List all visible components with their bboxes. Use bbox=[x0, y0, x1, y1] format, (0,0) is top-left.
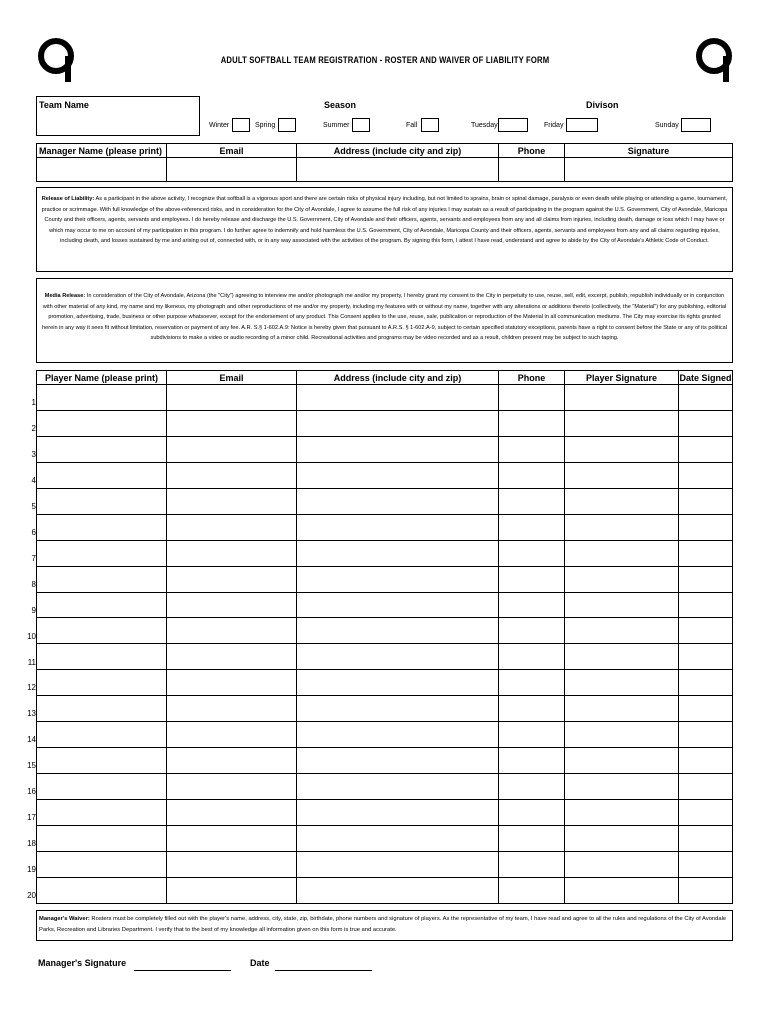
team-name-field[interactable] bbox=[36, 96, 200, 136]
player-phone-cell[interactable] bbox=[499, 410, 565, 436]
release-body: As a participant in the above activity, I recognize that softball is a vigorous sport and there are certain risks of physical injury including, but not limited to sprains, brain or spinal damage, paralysis or even death while playing or attending a game, tournament, practice or scrimmage. With full knowledge of the above-referenced risks, and in consideration for the City of Avondale, I agree to assume the full risk of any injuries I may sustain as a result of participating in the program against the U.S. Government, City of Avondale, Maricopa County and their officers, agents, servants and employees. I do hereby release and discharge the U.S. Government, City of Avondale and their officers, agents, servants and employees from any and all claims from injuries, including death, damage or loss which I may have or which may occur to me on account of my participation in this program. I do further agree to indemnify and hold harmless the U.S. Government, City of Avondale, Maricopa County and their officers, agents, servants and employees from any and all claims regarding injuries, including death, and losses sustained by me and arising out of, connected with, or in any way associated with the activities of the program. By signing this form, I attest I have read, understand and agree to abide by the City of Avondale's Athletic Code of Conduct. bbox=[41, 196, 728, 244]
date-signed-cell[interactable] bbox=[679, 436, 733, 462]
roster-row bbox=[37, 514, 733, 540]
player-signature-cell[interactable] bbox=[565, 696, 679, 722]
date-signed-cell[interactable] bbox=[679, 462, 733, 488]
player-phone-cell[interactable] bbox=[499, 696, 565, 722]
managers-waiver-text bbox=[39, 914, 729, 936]
row-number: 17 bbox=[27, 813, 36, 823]
row-number: 14 bbox=[27, 735, 36, 745]
roster-row bbox=[37, 851, 733, 877]
player-address-cell[interactable] bbox=[297, 385, 499, 411]
player-signature-cell[interactable] bbox=[565, 592, 679, 618]
player-address-cell[interactable] bbox=[297, 566, 499, 592]
player-signature-cell[interactable] bbox=[565, 488, 679, 514]
media-release-text bbox=[37, 291, 732, 344]
managers-signature-line[interactable] bbox=[134, 970, 231, 971]
player-name-cell[interactable] bbox=[37, 410, 167, 436]
player-name-cell[interactable] bbox=[37, 877, 167, 903]
roster-row bbox=[37, 722, 733, 748]
player-signature-cell[interactable] bbox=[565, 851, 679, 877]
player-address-cell[interactable] bbox=[297, 825, 499, 851]
manager-info-table bbox=[36, 143, 733, 182]
player-phone-cell[interactable] bbox=[499, 592, 565, 618]
player-address-cell[interactable] bbox=[297, 800, 499, 826]
date-signed-cell[interactable] bbox=[679, 410, 733, 436]
player-email-cell[interactable] bbox=[167, 540, 297, 566]
roster-row bbox=[37, 385, 733, 411]
player-phone-header: Phone bbox=[499, 371, 565, 385]
day-friday-checkbox[interactable] bbox=[566, 118, 598, 132]
player-address-cell[interactable] bbox=[297, 488, 499, 514]
player-email-cell[interactable] bbox=[167, 774, 297, 800]
row-number: 1 bbox=[31, 398, 36, 407]
player-phone-cell[interactable] bbox=[499, 436, 565, 462]
player-name-cell[interactable] bbox=[37, 385, 167, 411]
managers-signature-label: Manager's Signature bbox=[38, 958, 127, 968]
roster-table bbox=[36, 370, 733, 904]
player-email-cell[interactable] bbox=[167, 385, 297, 411]
roster-row bbox=[37, 644, 733, 670]
row-number: 18 bbox=[27, 839, 36, 849]
player-phone-cell[interactable] bbox=[499, 514, 565, 540]
player-email-cell[interactable] bbox=[167, 592, 297, 618]
player-name-cell[interactable] bbox=[37, 488, 167, 514]
player-phone-cell[interactable] bbox=[499, 800, 565, 826]
waiver-heading: Manager's Waiver: bbox=[39, 916, 90, 922]
season-winter-checkbox[interactable] bbox=[232, 118, 250, 132]
player-signature-cell[interactable] bbox=[565, 514, 679, 540]
player-signature-cell[interactable] bbox=[565, 748, 679, 774]
player-phone-cell[interactable] bbox=[499, 566, 565, 592]
date-signed-cell[interactable] bbox=[679, 800, 733, 826]
roster-row bbox=[37, 592, 733, 618]
date-line[interactable] bbox=[275, 970, 372, 971]
day-sunday-label: Sunday bbox=[655, 122, 679, 129]
player-email-cell[interactable] bbox=[167, 462, 297, 488]
player-address-cell[interactable] bbox=[297, 592, 499, 618]
media-heading: Media Release: bbox=[44, 293, 86, 299]
season-summer-checkbox[interactable] bbox=[352, 118, 370, 132]
form-title: ADULT SOFTBALL TEAM REGISTRATION - ROSTER AND WAIVER OF LIABILITY FORM bbox=[220, 55, 550, 65]
roster-row bbox=[37, 670, 733, 696]
release-of-liability-box bbox=[36, 187, 733, 272]
player-address-cell[interactable] bbox=[297, 748, 499, 774]
player-signature-cell[interactable] bbox=[565, 800, 679, 826]
roster-row bbox=[37, 618, 733, 644]
season-spring-label: Spring bbox=[255, 122, 276, 129]
season-fall-label: Fall bbox=[406, 122, 418, 129]
roster-row bbox=[37, 800, 733, 826]
date-signed-cell[interactable] bbox=[679, 385, 733, 411]
player-address-cell[interactable] bbox=[297, 851, 499, 877]
row-number: 11 bbox=[27, 657, 36, 667]
row-number: 16 bbox=[27, 787, 36, 797]
date-signed-cell[interactable] bbox=[679, 748, 733, 774]
player-address-cell[interactable] bbox=[297, 877, 499, 903]
team-name-label: Team Name bbox=[39, 100, 89, 110]
roster-row bbox=[37, 774, 733, 800]
player-name-cell[interactable] bbox=[37, 436, 167, 462]
row-number: 8 bbox=[31, 579, 36, 589]
player-signature-cell[interactable] bbox=[565, 670, 679, 696]
date-signed-cell[interactable] bbox=[679, 825, 733, 851]
player-phone-cell[interactable] bbox=[499, 618, 565, 644]
manager-name-cell[interactable] bbox=[37, 158, 167, 182]
player-email-cell[interactable] bbox=[167, 644, 297, 670]
player-phone-cell[interactable] bbox=[499, 462, 565, 488]
row-number: 3 bbox=[31, 449, 36, 459]
player-address-cell[interactable] bbox=[297, 774, 499, 800]
manager-address-header: Address (include city and zip) bbox=[297, 144, 499, 158]
player-signature-cell[interactable] bbox=[565, 825, 679, 851]
date-signed-cell[interactable] bbox=[679, 488, 733, 514]
player-address-cell[interactable] bbox=[297, 722, 499, 748]
player-name-cell[interactable] bbox=[37, 644, 167, 670]
date-signed-cell[interactable] bbox=[679, 540, 733, 566]
season-spring-checkbox[interactable] bbox=[278, 118, 296, 132]
player-address-cell[interactable] bbox=[297, 540, 499, 566]
player-phone-cell[interactable] bbox=[499, 877, 565, 903]
media-body: In consideration of the City of Avondale, Arizona (the "City") agreeing to interview me and/or photograph me and/or my property, I hereby grant my consent to the City in perpetuity to use, reuse, sell, edit, excerpt, publish, republish individually or in conjunction with other material of any kind, my name and my likeness, my photograph and other reproductions of me and/or my property, including my features with or without my name, together with any alterations or additions thereto (collectively, the "Material") for any publishing, editorial promotion, advertising, trade, business or other purpose whatsoever, except for the endorsement of any product. This Consent applies to the use, reuse, sale, publication or reproduction of the Material in all communication mediums. The City may exercise its rights granted herein in any way it sees fit without limitation, reservation or payment of any fee. A.R. S.§ 1-602.A.9: Notice is hereby given that pursuant to A.R.S. § 1-602.A-9, subject to certain specified statutory exceptions, parents have a right to consent before the State or any of its political subdivisions to make a video or audio recording of a minor child. Recreational activities and programs may be video recorded and as a result, children present may be subject to such taping. bbox=[42, 293, 727, 341]
player-signature-cell[interactable] bbox=[565, 644, 679, 670]
player-name-cell[interactable] bbox=[37, 825, 167, 851]
row-number: 5 bbox=[31, 501, 36, 511]
player-name-cell[interactable] bbox=[37, 670, 167, 696]
player-name-cell[interactable] bbox=[37, 592, 167, 618]
player-address-cell[interactable] bbox=[297, 696, 499, 722]
player-name-cell[interactable] bbox=[37, 774, 167, 800]
player-address-cell[interactable] bbox=[297, 436, 499, 462]
day-sunday-checkbox[interactable] bbox=[681, 118, 711, 132]
player-signature-cell[interactable] bbox=[565, 618, 679, 644]
player-signature-cell[interactable] bbox=[565, 540, 679, 566]
player-email-cell[interactable] bbox=[167, 851, 297, 877]
season-summer-label: Summer bbox=[323, 122, 350, 129]
row-number: 12 bbox=[27, 683, 36, 693]
player-email-cell[interactable] bbox=[167, 696, 297, 722]
player-phone-cell[interactable] bbox=[499, 851, 565, 877]
roster-row bbox=[37, 410, 733, 436]
season-label: Season bbox=[324, 100, 357, 110]
player-phone-cell[interactable] bbox=[499, 670, 565, 696]
player-signature-cell[interactable] bbox=[565, 774, 679, 800]
date-signed-cell[interactable] bbox=[679, 696, 733, 722]
day-tuesday-checkbox[interactable] bbox=[498, 118, 528, 132]
player-address-cell[interactable] bbox=[297, 670, 499, 696]
date-signed-cell[interactable] bbox=[679, 877, 733, 903]
player-name-cell[interactable] bbox=[37, 696, 167, 722]
player-name-cell[interactable] bbox=[37, 514, 167, 540]
player-name-cell[interactable] bbox=[37, 540, 167, 566]
player-email-cell[interactable] bbox=[167, 514, 297, 540]
date-signed-cell[interactable] bbox=[679, 592, 733, 618]
player-address-cell[interactable] bbox=[297, 462, 499, 488]
player-email-cell[interactable] bbox=[167, 748, 297, 774]
player-name-cell[interactable] bbox=[37, 722, 167, 748]
player-signature-header: Player Signature bbox=[565, 371, 679, 385]
date-signed-cell[interactable] bbox=[679, 774, 733, 800]
date-signed-header: Date Signed bbox=[679, 372, 732, 383]
row-number: 13 bbox=[27, 709, 36, 719]
date-signed-cell[interactable] bbox=[679, 670, 733, 696]
release-heading: Release of Liability: bbox=[41, 196, 95, 202]
player-email-cell[interactable] bbox=[167, 410, 297, 436]
player-signature-cell[interactable] bbox=[565, 436, 679, 462]
date-signed-cell[interactable] bbox=[679, 722, 733, 748]
player-address-cell[interactable] bbox=[297, 644, 499, 670]
player-name-cell[interactable] bbox=[37, 851, 167, 877]
player-name-cell[interactable] bbox=[37, 566, 167, 592]
manager-email-cell[interactable] bbox=[167, 158, 297, 182]
roster-row bbox=[37, 488, 733, 514]
player-email-cell[interactable] bbox=[167, 566, 297, 592]
player-email-cell[interactable] bbox=[167, 488, 297, 514]
manager-email-header: Email bbox=[167, 144, 297, 158]
date-label: Date bbox=[250, 958, 270, 968]
row-number: 2 bbox=[31, 423, 36, 433]
player-name-cell[interactable] bbox=[37, 462, 167, 488]
player-address-cell[interactable] bbox=[297, 514, 499, 540]
manager-signature-header: Signature bbox=[565, 144, 733, 158]
player-signature-cell[interactable] bbox=[565, 566, 679, 592]
date-signed-cell[interactable] bbox=[679, 644, 733, 670]
player-signature-cell[interactable] bbox=[565, 877, 679, 903]
roster-row bbox=[37, 540, 733, 566]
player-email-cell[interactable] bbox=[167, 670, 297, 696]
player-phone-cell[interactable] bbox=[499, 722, 565, 748]
player-address-cell[interactable] bbox=[297, 410, 499, 436]
player-name-cell[interactable] bbox=[37, 800, 167, 826]
release-of-liability-text bbox=[37, 194, 732, 247]
row-number: 9 bbox=[31, 605, 36, 615]
player-signature-cell[interactable] bbox=[565, 722, 679, 748]
row-number: 7 bbox=[31, 553, 36, 563]
player-email-cell[interactable] bbox=[167, 825, 297, 851]
player-signature-cell[interactable] bbox=[565, 462, 679, 488]
day-friday-label: Friday bbox=[544, 122, 564, 129]
manager-phone-cell[interactable] bbox=[499, 158, 565, 182]
date-signed-cell[interactable] bbox=[679, 618, 733, 644]
season-winter-label: Winter bbox=[209, 122, 230, 129]
day-tuesday-label: Tuesday bbox=[471, 122, 498, 129]
waiver-body: Rosters must be completely filled out with the player's name, address, city, state, zip, birthdate, phone numbers and signature of players. As the representative of my team, I have read and agree to all the rules and regulations of the City of Avondale Parks, Recreation and Libraries Department. I verify that to the best of my knowledge all information given on this form is true and accurate. bbox=[39, 916, 727, 933]
roster-row bbox=[37, 436, 733, 462]
division-label: Divison bbox=[586, 100, 619, 110]
player-phone-cell[interactable] bbox=[499, 644, 565, 670]
row-number: 19 bbox=[27, 865, 36, 875]
player-phone-cell[interactable] bbox=[499, 540, 565, 566]
date-signed-cell[interactable] bbox=[679, 514, 733, 540]
player-email-cell[interactable] bbox=[167, 800, 297, 826]
player-phone-cell[interactable] bbox=[499, 748, 565, 774]
manager-signature-cell[interactable] bbox=[565, 158, 733, 182]
player-address-cell[interactable] bbox=[297, 618, 499, 644]
player-phone-cell[interactable] bbox=[499, 774, 565, 800]
date-signed-cell[interactable] bbox=[679, 851, 733, 877]
player-signature-cell[interactable] bbox=[565, 385, 679, 411]
player-phone-cell[interactable] bbox=[499, 825, 565, 851]
roster-row bbox=[37, 825, 733, 851]
row-number: 20 bbox=[27, 891, 36, 901]
player-name-cell[interactable] bbox=[37, 748, 167, 774]
season-fall-checkbox[interactable] bbox=[421, 118, 439, 132]
player-phone-cell[interactable] bbox=[499, 488, 565, 514]
player-address-header: Address (include city and zip) bbox=[297, 371, 499, 385]
roster-row bbox=[37, 877, 733, 903]
manager-address-cell[interactable] bbox=[297, 158, 499, 182]
media-release-box bbox=[36, 278, 733, 363]
player-phone-cell[interactable] bbox=[499, 385, 565, 411]
manager-phone-header: Phone bbox=[499, 144, 565, 158]
roster-row bbox=[37, 696, 733, 722]
date-signed-cell[interactable] bbox=[679, 566, 733, 592]
player-email-header: Email bbox=[167, 371, 297, 385]
player-signature-cell[interactable] bbox=[565, 410, 679, 436]
roster-row bbox=[37, 748, 733, 774]
player-name-cell[interactable] bbox=[37, 618, 167, 644]
row-number: 6 bbox=[31, 527, 36, 537]
player-name-header: Player Name (please print) bbox=[37, 371, 167, 385]
row-number: 10 bbox=[27, 631, 36, 641]
roster-row bbox=[37, 566, 733, 592]
row-number: 15 bbox=[27, 761, 36, 771]
player-email-cell[interactable] bbox=[167, 436, 297, 462]
player-email-cell[interactable] bbox=[167, 722, 297, 748]
row-number: 4 bbox=[31, 475, 36, 485]
managers-waiver-box bbox=[36, 910, 733, 941]
player-email-cell[interactable] bbox=[167, 618, 297, 644]
roster-row bbox=[37, 462, 733, 488]
player-email-cell[interactable] bbox=[167, 877, 297, 903]
manager-name-header: Manager Name (please print) bbox=[37, 144, 167, 158]
